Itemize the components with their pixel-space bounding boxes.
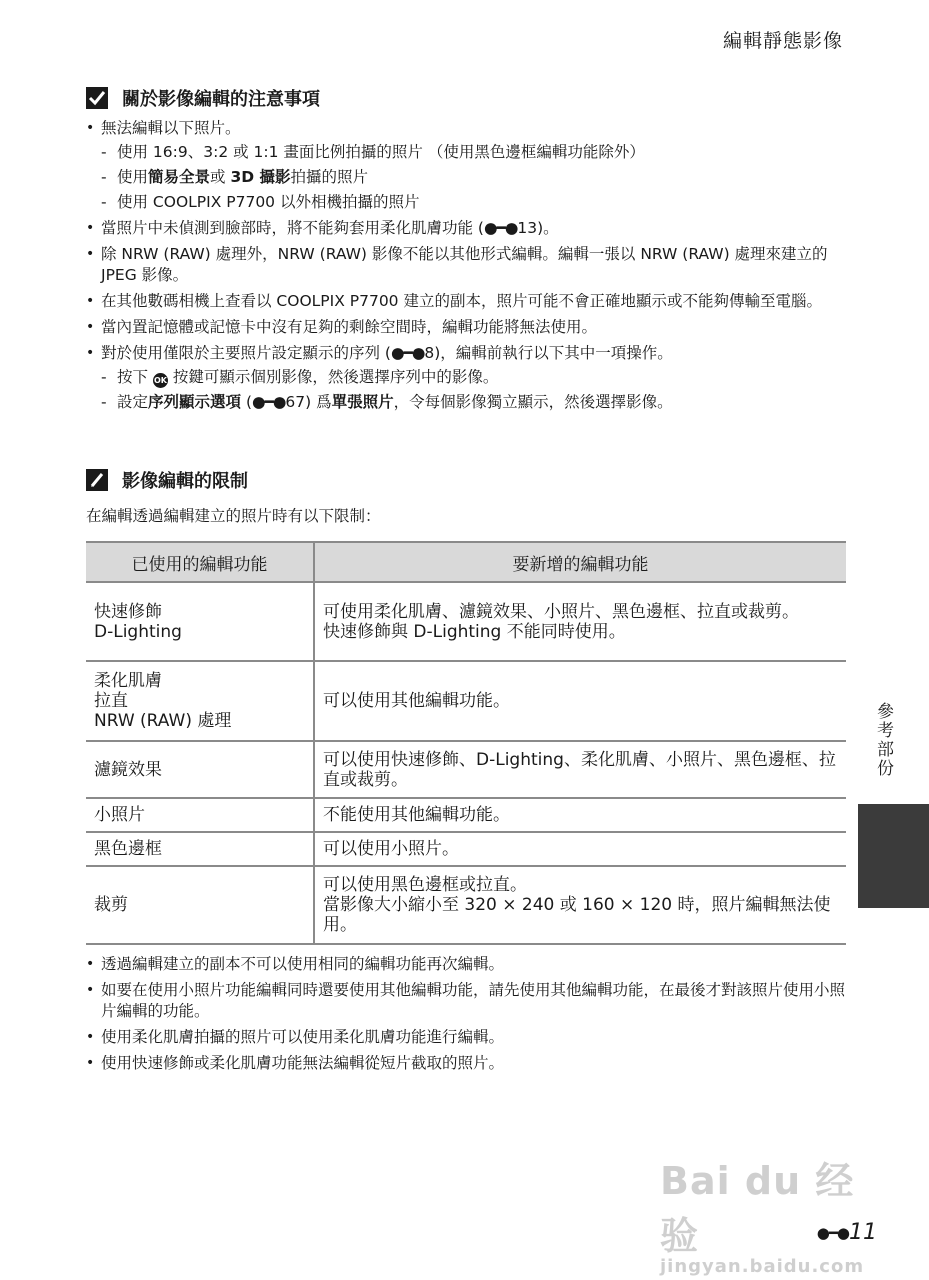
restrictions-title: 影像編輯的限制 — [122, 471, 248, 492]
list-item — [86, 980, 846, 1022]
note-text: )，編輯前執行以下其中一項操作。 — [434, 344, 673, 362]
notes-section — [86, 84, 846, 418]
sub-list — [101, 142, 846, 213]
sub-text: ) 爲 — [305, 393, 332, 411]
column-header-add: 要新增的編輯功能 — [314, 542, 846, 582]
sub-list — [101, 367, 846, 413]
used-cell — [86, 661, 314, 741]
list-item — [86, 218, 846, 239]
cell-line: 可以使用黑色邊框或拉直。 — [323, 875, 527, 895]
restrictions-list — [86, 954, 846, 1074]
reference-icon: ●━● — [483, 219, 518, 237]
cell-line: D-Lighting — [94, 621, 182, 642]
list-item — [86, 291, 846, 312]
sub-text: 或 — [210, 168, 226, 186]
note-text: 如要在使用小照片功能編輯同時還要使用其他編輯功能，請先使用其他編輯功能，在最後才對該照片使用小照片編輯的功能。 — [101, 981, 846, 1020]
cell-line: 黑色邊框 — [94, 839, 162, 859]
menu-option-name: 單張照片 — [331, 393, 394, 411]
list-item — [86, 244, 846, 286]
sub-text: ，令每個影像獨立顯示，然後選擇影像。 — [393, 393, 673, 411]
notes-list — [86, 118, 846, 413]
notes-heading — [86, 84, 846, 112]
add-cell — [314, 582, 846, 661]
sub-text: 使用 16:9、3:2 或 1:1 畫面比例拍攝的照片 （使用黑色邊框編輯功能除外） — [117, 143, 645, 161]
sub-text: 按下 — [117, 368, 149, 386]
side-tab-label: 參考部份 — [873, 702, 893, 778]
add-cell — [314, 866, 846, 944]
cell-line: 柔化肌膚 — [94, 671, 162, 691]
mode-name: 簡易全景 — [148, 168, 211, 186]
sub-text: 使用 COOLPIX P7700 以外相機拍攝的照片 — [117, 193, 420, 211]
watermark-main-text: Bai du 经验 — [660, 1159, 855, 1258]
list-item — [86, 1027, 846, 1048]
reference-icon: ●━● — [252, 393, 286, 411]
list-item — [86, 954, 846, 975]
note-text: 無法編輯以下照片。 — [101, 119, 241, 137]
sub-text: ( — [241, 393, 253, 411]
note-text: 當內置記憶體或記憶卡中沒有足夠的剩餘空間時，編輯功能將無法使用。 — [101, 318, 598, 336]
cell-line: 可使用柔化肌膚、濾鏡效果、小照片、黑色邊框、拉直或裁剪。 — [323, 601, 799, 622]
table-row — [86, 798, 846, 832]
sub-text: 按鍵可顯示個別影像，然後選擇序列中的影像。 — [172, 368, 499, 386]
page-number — [817, 1220, 877, 1245]
add-cell — [314, 661, 846, 741]
cell-line: 快速修飾與 D-Lighting 不能同時使用。 — [323, 621, 626, 642]
used-cell — [86, 741, 314, 798]
table-row — [86, 832, 846, 866]
watermark-url: jingyan.baidu.com — [660, 1256, 865, 1277]
cell-line: 可以使用小照片。 — [323, 839, 459, 859]
sub-item — [101, 167, 846, 188]
side-tab-marker — [858, 804, 929, 908]
table-row — [86, 582, 846, 661]
note-text: 使用柔化肌膚拍攝的照片可以使用柔化肌膚功能進行編輯。 — [101, 1028, 505, 1046]
list-item — [86, 118, 846, 213]
reference-icon: ●━● — [816, 1223, 849, 1242]
used-cell — [86, 582, 314, 661]
cell-line: 不能使用其他編輯功能。 — [323, 805, 510, 825]
cell-line: 小照片 — [94, 805, 145, 825]
cell-line: 可以使用快速修飾、D-Lighting、柔化肌膚、小照片、黑色邊框、拉直或裁剪。 — [323, 749, 836, 790]
cell-line: 可以使用其他編輯功能。 — [323, 691, 510, 711]
restrictions-section — [86, 466, 846, 526]
ok-button-icon: OK — [153, 373, 168, 388]
reference-page: 13 — [517, 219, 538, 237]
add-cell — [314, 798, 846, 832]
note-text: 透過編輯建立的副本不可以使用相同的編輯功能再次編輯。 — [101, 955, 505, 973]
column-header-used: 已使用的編輯功能 — [86, 542, 314, 582]
table-row — [86, 741, 846, 798]
restrictions-intro: 在編輯透過編輯建立的照片時有以下限制： — [86, 507, 381, 525]
cell-line: 裁剪 — [94, 895, 128, 915]
add-cell — [314, 832, 846, 866]
note-text: 在其他數碼相機上查看以 COOLPIX P7700 建立的副本，照片可能不會正確地顯示或不能夠傳輸至電腦。 — [101, 292, 822, 310]
list-item — [86, 317, 846, 338]
add-cell — [314, 741, 846, 798]
note-text: 對於使用僅限於主要照片設定顯示的序列 ( — [101, 344, 391, 362]
restrictions-heading — [86, 466, 846, 494]
mode-name: 3D 攝影 — [230, 168, 291, 186]
cell-line: 濾鏡效果 — [94, 759, 162, 780]
sub-item — [101, 392, 846, 413]
cell-line: 當影像大小縮小至 320 × 240 或 160 × 120 時，照片編輯無法使用。 — [323, 895, 831, 935]
note-text: )。 — [537, 219, 559, 237]
cell-line: 快速修飾 — [94, 601, 162, 622]
table-row — [86, 661, 846, 741]
sub-text: 設定 — [117, 393, 149, 411]
checkmark-note-icon — [86, 87, 108, 109]
sub-text: 拍攝的照片 — [290, 168, 369, 186]
used-cell — [86, 832, 314, 866]
page-number-value: 11 — [849, 1220, 877, 1245]
pencil-note-icon — [86, 469, 108, 491]
sub-item — [101, 192, 846, 213]
reference-page: 67 — [285, 393, 306, 411]
table-header-row — [86, 542, 846, 582]
reference-page: 8 — [424, 344, 435, 362]
cell-line: 拉直 — [94, 691, 128, 711]
used-cell — [86, 866, 314, 944]
note-text: 除 NRW (RAW) 處理外，NRW (RAW) 影像不能以其他形式編輯。編輯一張以 NRW (RAW) 處理來建立的 JPEG 影像。 — [101, 245, 828, 284]
notes-title: 關於影像編輯的注意事項 — [122, 89, 320, 110]
sub-item — [101, 367, 846, 388]
list-item — [86, 343, 846, 413]
restrictions-table — [86, 541, 846, 945]
cell-line: NRW (RAW) 處理 — [94, 711, 232, 731]
list-item — [86, 1053, 846, 1074]
sub-text: 使用 — [117, 168, 149, 186]
page-header-title: 編輯靜態影像 — [722, 30, 843, 52]
sub-item — [101, 142, 846, 163]
restrictions-notes — [86, 948, 846, 1079]
table-row — [86, 866, 846, 944]
note-text: 使用快速修飾或柔化肌膚功能無法編輯從短片截取的照片。 — [101, 1054, 505, 1072]
used-cell — [86, 798, 314, 832]
reference-icon: ●━● — [390, 344, 425, 362]
note-text: 當照片中未偵測到臉部時，將不能夠套用柔化肌膚功能 ( — [101, 219, 484, 237]
menu-option-name: 序列顯示選項 — [148, 393, 242, 411]
